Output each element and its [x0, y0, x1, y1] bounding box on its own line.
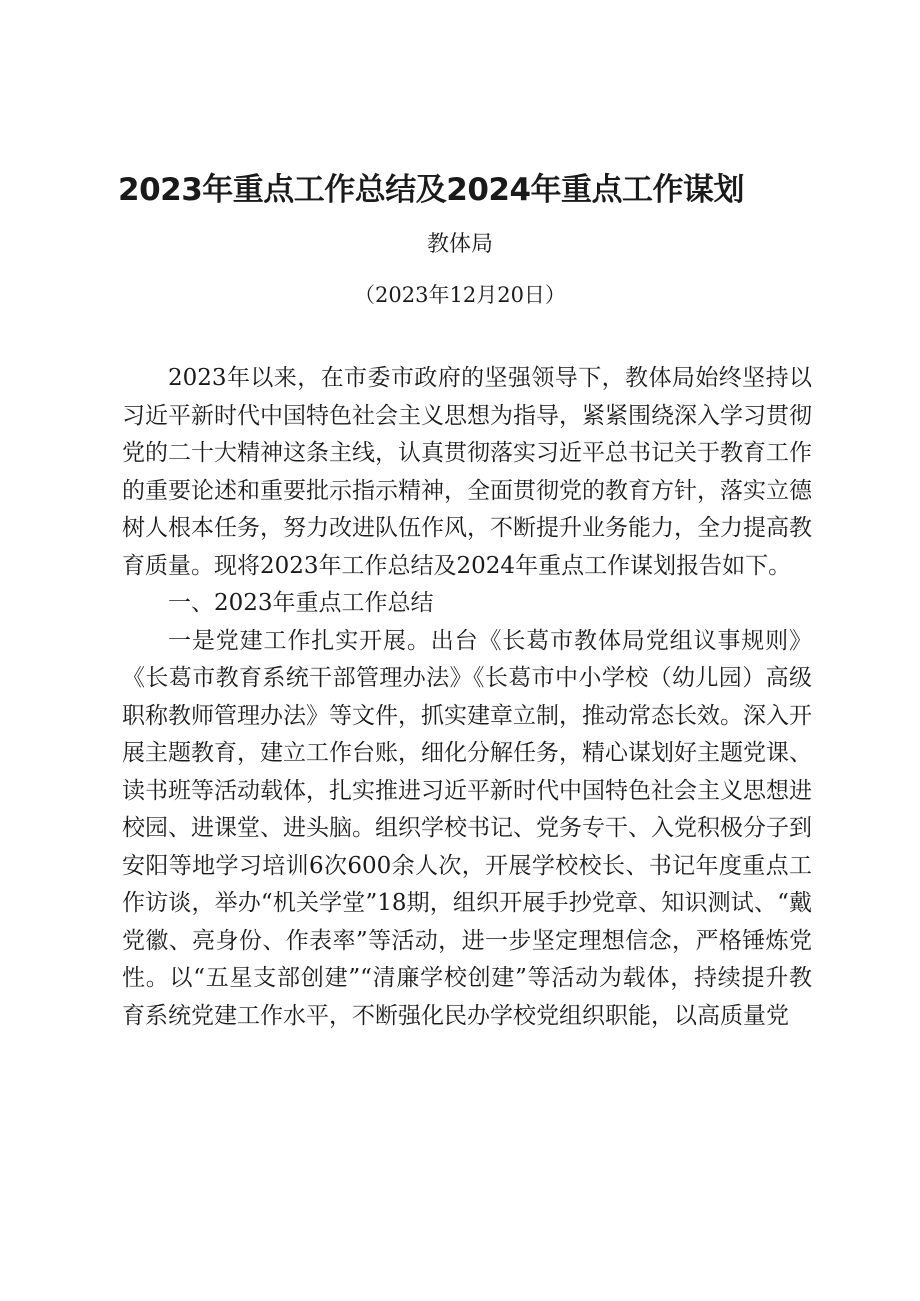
- intro-paragraph: 2023年以来，在市委市政府的坚强领导下，教体局始终坚持以习近平新时代中国特色社会主义思想为指导，紧紧围绕深入学习贯彻党的二十大精神这条主线，认真贯彻落实习近平总书记关于教育工作的重要论述和重要批示指示精神，全面贯彻党的教育方针，落实立德树人根本任务，努力改进队伍作风，不断提升业务能力，全力提高教育质量。现将2023年工作总结及2024年重点工作谋划报告如下。: [122, 365, 812, 579]
- document-body: [122, 360, 812, 1035]
- issuing-organization: 教体局: [426, 232, 493, 257]
- body-paragraph: 一是党建工作扎实开展。出台《长葛市教体局党组议事规则》《长葛市教育系统干部管理办法》《长葛市中小学校（幼儿园）高级职称教师管理办法》等文件，抓实建章立制，推动常态长效。深入开展主题教育，建立工作台账，细化分解任务，精心谋划好主题党课、读书班等活动载体，扎实推进习近平新时代中国特色社会主义思想进校园、进课堂、进头脑。组织学校书记、党务专干、入党积极分子到安阳等地学习培训6次600余人次，开展学校校长、书记年度重点工作访谈，举办“机关学堂”18期，组织开展手抄党章、知识测试、“戴党徽、亮身份、作表率”等活动，进一步坚定理想信念，严格锤炼党性。以“五星支部创建”“清廉学校创建”等活动为载体，持续提升教育系统党建工作水平，不断强化民办学校党组织职能，以高质量党: [122, 627, 812, 1029]
- section-heading: 一、2023年重点工作总结: [168, 590, 434, 616]
- document-date: （2023年12月20日）: [354, 283, 566, 307]
- document-title: 2023年重点工作总结及2024年重点工作谋划: [118, 172, 745, 208]
